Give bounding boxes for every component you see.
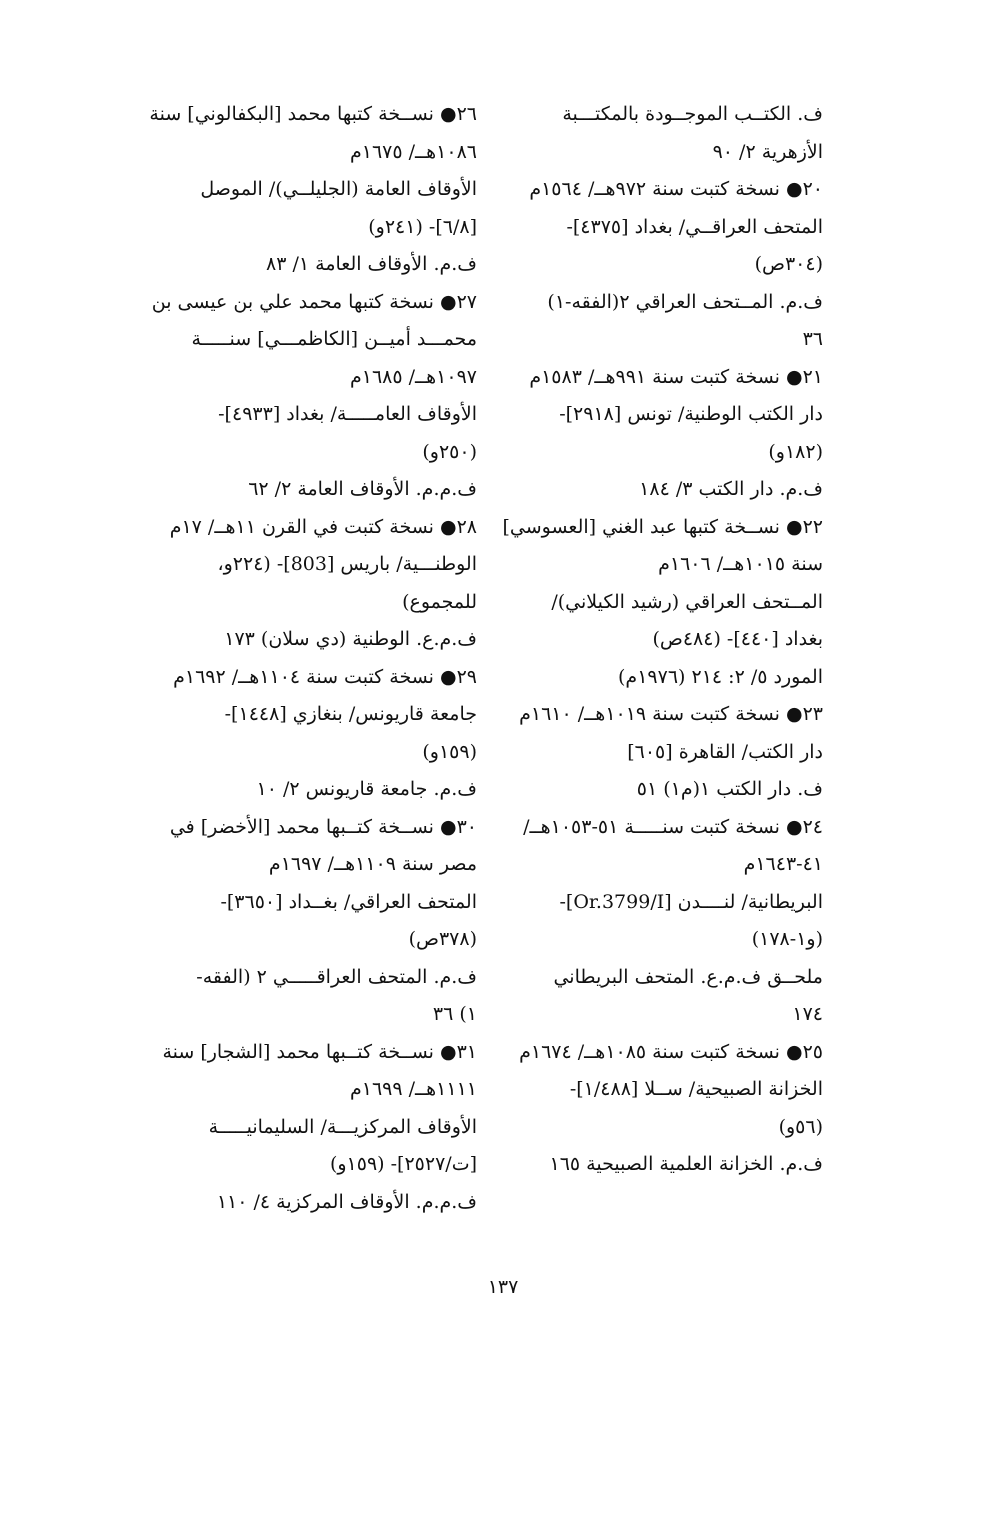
entry-heading-24: ٢٤● نسخة كتبت سنـــــة ٥١-١٠٥٣هــ/ <box>523 815 823 838</box>
text-line: مصر سنة ١١٠٩هــ/ ١٦٩٧م <box>268 853 477 875</box>
text-line: جامعة قاريونس/ بنغازي [١٤٤٨]- <box>224 703 477 725</box>
text-line: [٦/٨]- (٢٤١و) <box>368 215 477 238</box>
text-line: (٢٥٠و) <box>422 440 477 463</box>
entry-heading-27: ٢٧● نسخة كتبها محمد علي بن عيسى بن <box>151 290 477 313</box>
text-line: ١١١١هــ/ ١٦٩٩م <box>349 1078 477 1100</box>
text-line: ف.م.ع. الوطنية (دي سلان) ١٧٣ <box>224 628 477 650</box>
entry-heading-21: ٢١● نسخة كتبت سنة ٩٩١هــ/ ١٥٨٣م <box>529 365 823 388</box>
page-number: ١٣٧ <box>487 1276 519 1298</box>
entry-heading-23: ٢٣● نسخة كتبت سنة ١٠١٩هــ/ ١٦١٠م <box>519 703 823 725</box>
text-line: ف.م. دار الكتب ٣/ ١٨٤ <box>639 478 823 500</box>
entry-heading-31: ٣١● نســخة كتــبها محمد [الشجار] سنة <box>162 1040 477 1063</box>
text-line: للمجموع) <box>402 590 477 613</box>
text-line: دار الكتب/ القاهرة [٦٠٥] <box>627 740 823 763</box>
text-line: ٣٦ <box>802 328 823 350</box>
text-line: ١٠٩٧هــ/ ١٦٨٥م <box>349 365 477 388</box>
text-line: (١٨٢و) <box>768 440 823 463</box>
entry-heading-30: ٣٠● نســخة كتــبها محمد [الأخضر] في <box>169 815 477 838</box>
entry-heading-28: ٢٨● نسخة كتبت في القرن ١١هــ/ ١٧م <box>169 515 477 538</box>
left-column <box>132 96 477 1221</box>
text-line: الأزهرية ٢/ ٩٠ <box>712 140 823 163</box>
text-line: (٣٠٤ص) <box>754 253 823 275</box>
text-line: ١) ٣٦ <box>432 1003 477 1025</box>
text-line: الأوقاف العامة (الجليلــي)/ الموصل <box>200 178 477 200</box>
text-line: ف.م. الأوقاف العامة ١/ ٨٣ <box>266 253 477 275</box>
text-line: الأوقاف المركزيـــة/ السليمانيـــــة <box>208 1115 477 1138</box>
text-line: المتحف العراقي/ بغــداد [٣٦٥٠]- <box>220 890 477 913</box>
text-line: الأوقاف العامـــــة/ بغداد [٤٩٣٣]- <box>218 403 477 425</box>
right-column <box>478 96 823 1184</box>
text-line: ف. دار الكتب ١(م١) ٥١ <box>636 778 823 800</box>
entry-heading-25: ٢٥● نسخة كتبت سنة ١٠٨٥هــ/ ١٦٧٤م <box>519 1040 823 1063</box>
entry-heading-22: ٢٢● نســخة كتبها عبد الغني [العسوسي] <box>502 515 823 538</box>
text-line: الخزانة الصبيحية/ ســلا [١/٤٨٨]- <box>569 1078 823 1100</box>
text-line: المــتحف العراقي (رشيد الكيلاني)/ <box>551 590 823 613</box>
text-line: ف.م. المتحف العراقـــــي ٢ (الفقه- <box>196 965 477 988</box>
text-line: ف.م.م. الأوقاف المركزية ٤/ ١١٠ <box>216 1190 477 1213</box>
text-line: ١٧٤ <box>792 1003 823 1025</box>
text-line: (و١-١٧٨) <box>751 928 823 950</box>
text-line: ف. الكتــب الموجــودة بالمكتـــبة <box>562 103 823 125</box>
text-line: ملحــق ف.م.ع. المتحف البريطاني <box>553 965 823 988</box>
text-line: سنة ١٠١٥هــ/ ١٦٠٦م <box>658 553 823 575</box>
text-line: ف.م. المــتحف العراقي ٢(الفقه-١) <box>547 290 823 313</box>
text-line: [ت/٢٥٢٧]- (١٥٩و) <box>329 1153 477 1175</box>
text-line: ٤١-١٦٤٣م <box>743 853 823 875</box>
text-line: محمـــد أميــن [الكاظمـــي] سنـــــة <box>191 328 477 350</box>
entry-heading-29: ٢٩● نسخة كتبت سنة ١١٠٤هــ/ ١٦٩٢م <box>173 665 477 688</box>
entry-heading-20: ٢٠● نسخة كتبت سنة ٩٧٢هــ/ ١٥٦٤م <box>529 178 823 200</box>
text-line: (١٥٩و) <box>422 740 477 763</box>
text-line: المورد ٥/ ٢: ٢١٤ (١٩٧٦م) <box>618 665 823 688</box>
text-line: (٣٧٨ص) <box>408 928 477 950</box>
text-line: الوطنـــية/ باريس [803]- (٢٢٤و، <box>217 553 477 575</box>
text-line: دار الكتب الوطنية/ تونس [٢٩١٨]- <box>559 403 823 425</box>
text-line: بغداد [٤٤٠]- (٤٨٤ص) <box>652 628 823 650</box>
entry-heading-26: ٢٦● نســخة كتبها محمد [البكفالوني] سنة <box>149 103 477 125</box>
text-line: (٥٦و) <box>778 1115 823 1138</box>
text-line: ف.م. جامعة قاريونس ٢/ ١٠ <box>256 778 477 800</box>
text-line: ف.م. الخزانة العلمية الصبيحية ١٦٥ <box>549 1153 823 1175</box>
text-line: ١٠٨٦هــ/ ١٦٧٥م <box>349 140 477 163</box>
text-line: البريطانية/ لنــــدن [Or.3799/I]- <box>559 890 823 913</box>
text-line: ف.م.م. الأوقاف العامة ٢/ ٦٢ <box>248 478 477 500</box>
text-line: المتحف العراقــي/ بغداد [٤٣٧٥]- <box>566 215 823 238</box>
